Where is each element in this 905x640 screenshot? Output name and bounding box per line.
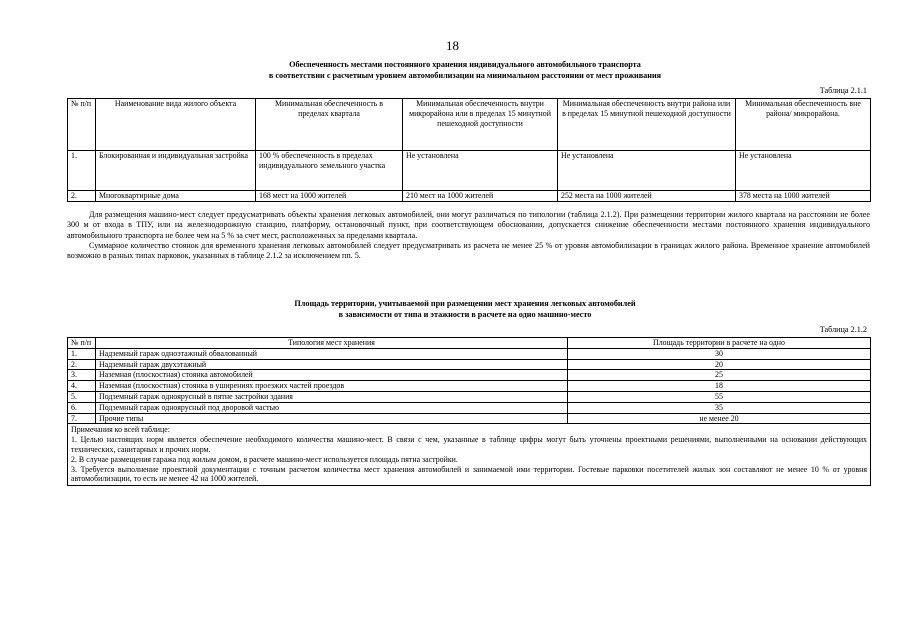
table-cell: 6. (68, 402, 96, 413)
header-cell: Минимальная обеспеченность в пределах квартала (256, 99, 403, 151)
header-cell: Минимальная обеспеченность внутри района или в пределах 15 минутной пешеходной доступности (558, 99, 736, 151)
table-cell: 3. (68, 370, 96, 381)
table-row (68, 348, 871, 359)
table-cell: Не установлена (403, 151, 558, 191)
table-cell: 35 (568, 402, 871, 413)
table-cell: 252 места на 1000 жителей (558, 191, 736, 202)
table-cell: 2. (68, 359, 96, 370)
table-header-row (68, 338, 871, 349)
header-cell: Наименование вида жилого объекта (96, 99, 256, 151)
header-cell: Минимальная обеспеченность внутри микрорайона или в пределах 15 минутной пешеходной доступности (403, 99, 558, 151)
table-2-1-2-title (60, 298, 870, 320)
header-cell: № п/п (68, 338, 96, 349)
table-header-row (68, 99, 871, 151)
note-item: 3. Требуется выполнение проектной документации с точным расчетом количества мест хранения автомобилей и занимаемой ими территории. Гостевые парковки посетителей жилых зон составляют не менее 10 % от уровня автомобилизации, то есть не менее 42 на 1000 жителей. (71, 464, 867, 484)
table-cell: Надземный гараж двухэтажный (96, 359, 568, 370)
title-line-2: в зависимости от типа и этажности в расчете на одно машино-место (338, 310, 592, 319)
table-cell: 5. (68, 391, 96, 402)
table-2-1-1-label: Таблица 2.1.1 (819, 86, 867, 95)
table-cell: 7. (68, 413, 96, 424)
notes-heading: Примечания ко всей таблице: (71, 425, 170, 435)
table-cell: 378 места на 1000 жителей (736, 191, 871, 202)
table-cell: 168 мест на 1000 жителей (256, 191, 403, 202)
header-cell: Минимальная обеспеченность вне района/ микрорайона. (736, 99, 871, 151)
table-cell: 1. (68, 151, 96, 191)
table-2-1-2 (67, 337, 871, 486)
header-cell: № п/п (68, 99, 96, 151)
table-row (68, 370, 871, 381)
table-cell: 1. (68, 348, 96, 359)
table-cell: Надземный гараж одноэтажный обвалованный (96, 348, 568, 359)
note-item: 1. Целью настоящих норм является обеспечение необходимого количества машино-мест. В связи с чем, указанные в таблице цифры могут быть уточнены проектными решениями, выполненными на основании действующих технических, санитарных и прочих норм. (71, 435, 867, 454)
table-cell: 4. (68, 381, 96, 392)
table-row (68, 381, 871, 392)
table-cell: 210 мест на 1000 жителей (403, 191, 558, 202)
title-line-1: Обеспеченность местами постоянного хранения индивидуального автомобильного транспорта (289, 60, 641, 69)
table-row (68, 191, 871, 202)
table-cell: 2. (68, 191, 96, 202)
header-cell: Площадь территории в расчете на одно (568, 338, 871, 349)
table-cell: Многоквартирные дома (96, 191, 256, 202)
table-2-1-1-title (60, 59, 870, 81)
table-cell: Прочие типы (96, 413, 568, 424)
table-row (68, 391, 871, 402)
table-cell: 30 (568, 348, 871, 359)
table-row (68, 151, 871, 191)
table-cell: не менее 20 (568, 413, 871, 424)
table-cell: 18 (568, 381, 871, 392)
table-cell: Наземная (плоскостная) стоянка автомобилей (96, 370, 568, 381)
table-cell: Наземная (плоскостная) стоянка в уширениях проезжих частей проездов (96, 381, 568, 392)
paragraph: Для размещения машино-мест следует предусматривать объекты хранения легковых автомобилей, они могут различаться по типологии (таблица 2.1.2). При размещении территории жилого квартала на расстоянии не более 300 м от входа в ТПУ, или на железнодорожную станцию, платформу, остановочный пункт, при соответствующем обосновании, допускается снижение обеспеченности местами постоянного хранения индивидуального автомобильного транспорта не более чем на 5 % за счет мест, расположенных за пределами квартала. (67, 210, 870, 240)
body-text (67, 210, 870, 261)
table-cell: Не установлена (736, 151, 871, 191)
table-notes-row (68, 424, 871, 486)
table-row (68, 402, 871, 413)
table-cell: Блокированная и индивидуальная застройка (96, 151, 256, 191)
table-cell: 55 (568, 391, 871, 402)
table-2-1-2-label: Таблица 2.1.2 (819, 325, 867, 334)
table-row (68, 413, 871, 424)
paragraph: Суммарное количество стоянок для временного хранения легковых автомобилей следует предусматривать из расчета не менее 25 % от уровня автомобилизации в границах жилого района. Временное хранение автомобилей возможно в разных типах парковок, указанных в таблице 2.1.2 за исключением пп. 5. (67, 240, 870, 261)
table-cell: 25 (568, 370, 871, 381)
table-cell: Подземный гараж одноярусный под дворовой частью (96, 402, 568, 413)
notes-cell (68, 424, 871, 486)
table-cell: 100 % обеспеченность в пределах индивидуального земельного участка (256, 151, 403, 191)
note-item: 2. В случае размещения гаража под жилым домом, в расчете машино-мест используется площадь пятна застройки. (71, 454, 458, 464)
table-row (68, 359, 871, 370)
table-cell: Не установлена (558, 151, 736, 191)
page-number: 18 (446, 38, 459, 53)
title-line-1: Площадь территории, учитываемой при размещении мест хранения легковых автомобилей (294, 299, 636, 308)
table-2-1-1 (67, 98, 871, 202)
table-cell: 20 (568, 359, 871, 370)
title-line-2: в соответствии с расчетным уровнем автомобилизации на минимальном расстоянии от мест проживания (268, 71, 662, 80)
table-cell: Подземный гараж одноярусный в пятне застройки здания (96, 391, 568, 402)
header-cell: Типология мест хранения (96, 338, 568, 349)
